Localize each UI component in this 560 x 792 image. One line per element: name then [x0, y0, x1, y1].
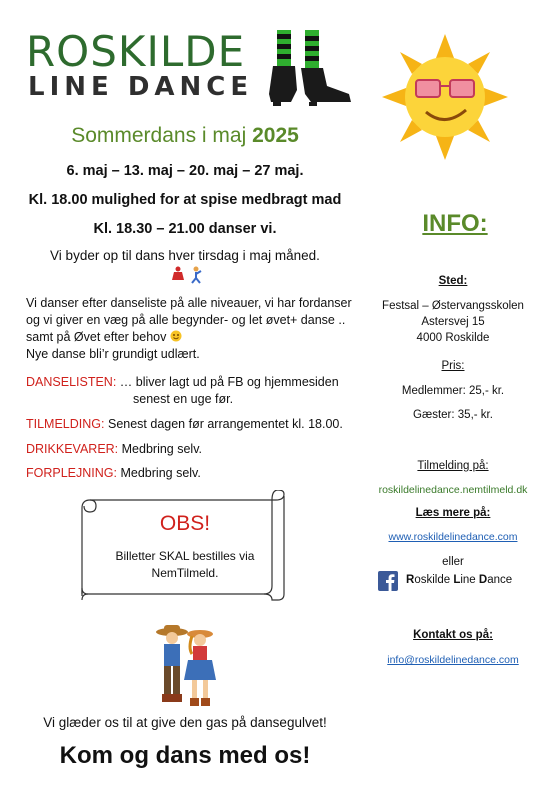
cowboy-couple-icon — [150, 622, 222, 712]
signup-link[interactable]: roskildelinedance.nemtilmeld.dk — [378, 484, 528, 496]
price-members: Medlemmer: 25,- kr. — [401, 385, 505, 397]
tilmelding-text: Senest dagen før arrangementet kl. 18.00. — [107, 417, 343, 431]
event-dance-time: Kl. 18.30 – 21.00 danser vi. — [93, 221, 277, 237]
closing-cta: Kom og dans med os! — [59, 742, 311, 769]
boots-icon — [265, 30, 355, 108]
fb-name-d: D — [478, 574, 488, 586]
sun-icon — [382, 34, 508, 160]
description-line-1: Vi danser efter danseliste på alle niveauer, vi har fordanser — [26, 296, 352, 310]
website-link[interactable]: www.roskildelinedance.com — [388, 531, 518, 543]
price-guests: Gæster: 35,- kr. — [413, 409, 493, 421]
info-title: INFO: — [422, 210, 488, 237]
description-line-4: Nye danse bli’r grundigt udlært. — [26, 347, 200, 361]
venue-line-2: Astersvej 15 — [421, 316, 485, 328]
tilmelding-block — [26, 416, 366, 433]
fb-name-r: R — [406, 574, 415, 586]
venue — [372, 298, 534, 346]
obs-title: OBS! — [159, 512, 211, 535]
fb-name-ine: ine — [460, 574, 479, 586]
dancer-icon — [170, 266, 210, 289]
forplejning-block — [26, 465, 366, 482]
more-label: Læs mere på: — [415, 507, 491, 519]
tilmelding-label: TILMELDING: — [26, 417, 105, 431]
facebook-icon[interactable] — [378, 571, 398, 591]
facebook-page-name[interactable] — [406, 574, 512, 586]
event-food-time: Kl. 18.00 mulighed for at spise medbragt mad — [28, 192, 342, 208]
event-invite: Vi byder op til dans hver tirsdag i maj måned. — [50, 248, 320, 263]
signup-label: Tilmelding på: — [417, 460, 489, 472]
description-line-3-text: samt på Øvet efter behov — [26, 330, 167, 344]
logo-subtitle: LINE DANCE — [28, 72, 254, 102]
description-line-2: og vi giver en væg på alle begynder- og let øvet+ danse .. — [26, 313, 346, 327]
smiley-icon — [170, 330, 182, 342]
fb-name-l: L — [453, 574, 461, 586]
closing-line: Vi glæder os til at give den gas på dansegulvet! — [43, 715, 327, 730]
email-link[interactable]: info@roskildelinedance.com — [387, 654, 519, 666]
contact-label: Kontakt os på: — [413, 629, 493, 641]
danseliste-block — [26, 374, 366, 408]
forplejning-text: Medbring selv. — [120, 466, 201, 480]
drikkevarer-label: DRIKKEVARER: — [26, 442, 119, 456]
venue-line-1: Festsal – Østervangsskolen — [382, 300, 524, 312]
pris-label: Pris: — [441, 360, 465, 372]
sted-label: Sted: — [438, 275, 468, 287]
danseliste-text-1: … bliver lagt ud på FB og hjemmesiden — [119, 375, 339, 389]
obs-scroll-frame — [78, 490, 288, 602]
venue-line-3: 4000 Roskilde — [416, 332, 490, 344]
logo-title: ROSKILDE — [26, 27, 246, 76]
danseliste-label: DANSELISTEN: — [26, 375, 117, 389]
facebook-link[interactable] — [378, 571, 538, 593]
drikkevarer-block — [26, 441, 366, 458]
or-text: eller — [442, 556, 464, 568]
event-heading — [20, 124, 350, 148]
drikkevarer-text: Medbring selv. — [121, 442, 202, 456]
forplejning-label: FORPLEJNING: — [26, 466, 117, 480]
obs-line-1: Billetter SKAL bestilles via — [115, 549, 255, 563]
fb-name-ance: ance — [487, 574, 513, 586]
event-description — [26, 295, 366, 363]
event-year: 2025 — [252, 124, 299, 147]
danseliste-text-2: senest en uge før. — [133, 392, 234, 406]
fb-name-oskilde: oskilde — [414, 574, 454, 586]
obs-text — [100, 548, 270, 582]
obs-line-2: NemTilmeld. — [151, 566, 219, 580]
description-line-3 — [26, 329, 366, 346]
event-heading-text: Sommerdans i maj — [71, 124, 247, 147]
event-dates: 6. maj – 13. maj – 20. maj – 27 maj. — [66, 163, 304, 179]
